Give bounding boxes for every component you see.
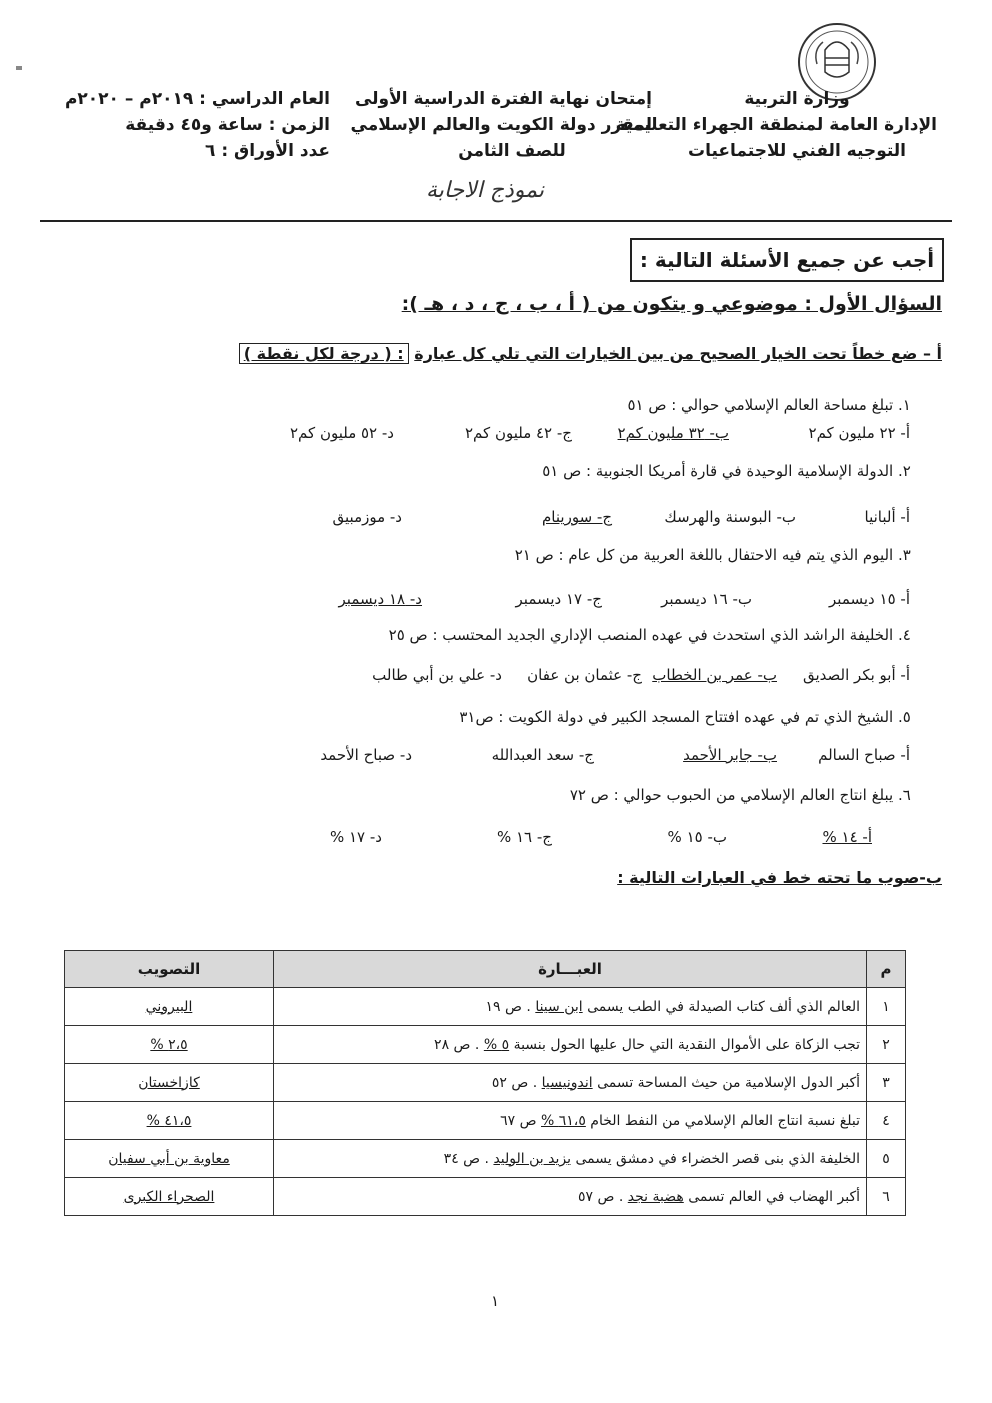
statement-underlined: يزيد بن الوليد: [493, 1150, 571, 1167]
table-row: [65, 1026, 906, 1064]
header-divider: [40, 220, 952, 222]
statement-underlined: ابن سينا: [535, 998, 583, 1015]
statement-ref: ص ٦٧: [500, 1112, 541, 1129]
option: ب- ١٥ %: [667, 828, 727, 846]
instructions-box: أجب عن جميع الأسئلة التالية :: [630, 238, 944, 282]
header-exam: [350, 86, 652, 164]
statement-text: تبلغ نسبة انتاج العالم الإسلامي من النفط الخام: [585, 1112, 860, 1129]
question-text: يبلغ انتاج العالم الإسلامي من الحبوب حوالي : ص ٧٢: [569, 786, 894, 804]
question-item: [389, 626, 924, 644]
option: ج- سعد العبدالله: [491, 746, 594, 764]
section-a-title: [239, 343, 942, 364]
header-mid-line: إمتحان نهاية الفترة الدراسية الأولى: [354, 89, 652, 109]
option: ج- ١٦ %: [496, 828, 552, 846]
header-left-line: عدد الأوراق : ٦: [205, 141, 330, 161]
question-text: الشيخ الذي تم في عهده افتتاح المسجد الكبير في دولة الكويت : ص٣١: [459, 708, 894, 726]
option: ج- عثمان بن عفان: [527, 666, 642, 684]
header-right-line: وزارة التربية: [744, 89, 850, 109]
table-row: [65, 1064, 906, 1102]
row-statement: [274, 1140, 867, 1178]
option: أ- صباح السالم: [818, 746, 910, 764]
option: د- ٥٢ مليون كم٢: [289, 424, 394, 442]
statement-text: أكبر الهضاب في العالم تسمى: [683, 1188, 860, 1205]
header-right-line: الإدارة العامة لمنطقة الجهراء التعليمية: [615, 115, 937, 135]
row-correction: معاوية بن أبي سفيان: [65, 1140, 274, 1178]
option-correct: ب- عمر بن الخطاب: [652, 666, 777, 684]
col-header-statement: العبـــارة: [274, 951, 867, 988]
row-number: ٥: [867, 1140, 906, 1178]
option: د- موزمبيق: [332, 508, 402, 526]
header-info: [64, 86, 330, 164]
row-number: ٣: [867, 1064, 906, 1102]
question-text: الخليفة الراشد الذي استحدث في عهده المنصب الإداري الجديد المحتسب : ص ٢٥: [388, 626, 894, 644]
question-item: [570, 786, 924, 804]
section-a-text: أ – ضع خطاً تحت الخيار الصحيح من بين الخيارات التي تلي كل عبارة: [414, 344, 942, 363]
option: ج- ١٧ ديسمبر: [515, 590, 602, 608]
question-text: اليوم الذي يتم فيه الاحتفال باللغة العربية من كل عام : ص ٢١: [514, 546, 894, 564]
question-number: ٥.: [898, 708, 911, 726]
statement-text: الخليفة الذي بنى قصر الخضراء في دمشق يسمى: [571, 1150, 860, 1167]
header-mid-line: لمقرر دولة الكويت والعالم الإسلامي: [350, 115, 652, 135]
option: أ- ألبانيا: [864, 508, 910, 526]
option-correct: ج- سورينام: [542, 508, 612, 526]
statement-text: تجب الزكاة على الأموال النقدية التي حال عليها الحول بنسبة: [509, 1036, 860, 1053]
option: أ- أبو بكر الصديق: [802, 666, 910, 684]
row-correction: الصحراء الكبرى: [65, 1178, 274, 1216]
model-answer-title: نموذج الاجابة: [425, 178, 545, 203]
question-item: [515, 546, 924, 564]
question-number: ١.: [898, 396, 911, 414]
header-left-line: الزمن : ساعة و٤٥ دقيقة: [125, 115, 330, 135]
row-statement: [274, 988, 867, 1026]
option: أ- ٢٢ مليون كم٢: [808, 424, 910, 442]
row-statement: [274, 1102, 867, 1140]
option-correct: ب- ٣٢ مليون كم٢: [617, 424, 729, 442]
scan-speck: [16, 66, 22, 70]
question-number: ٣.: [898, 546, 911, 564]
row-number: ٢: [867, 1026, 906, 1064]
header-mid-line: للصف الثامن: [458, 141, 566, 161]
row-correction: ٢،٥ %: [65, 1026, 274, 1064]
row-correction: البيروني: [65, 988, 274, 1026]
option: أ- ١٥ ديسمبر: [829, 590, 910, 608]
statement-ref: . ص ٥٧: [578, 1188, 628, 1205]
option-correct: د- ١٨ ديسمبر: [338, 590, 422, 608]
row-statement: [274, 1064, 867, 1102]
row-number: ١: [867, 988, 906, 1026]
table-row: [65, 1102, 906, 1140]
option: ب- البوسنة والهرسك: [664, 508, 796, 526]
statement-ref: . ص ٣٤: [443, 1150, 494, 1167]
option: ج- ٤٢ مليون كم٢: [464, 424, 572, 442]
section-a-note: : ( درجة لكل نقطة ): [239, 343, 409, 364]
statement-underlined: ٥ %: [483, 1036, 510, 1053]
header-right-line: التوجيه الفني للاجتماعيات: [687, 141, 906, 161]
question-item: [627, 396, 924, 414]
correction-table: [64, 950, 906, 1216]
statement-ref: . ص ٥٢: [491, 1074, 542, 1091]
option: د- علي بن أبي طالب: [372, 666, 502, 684]
statement-underlined: اندونيسيا: [541, 1074, 593, 1091]
table-header-row: [65, 951, 906, 988]
header-ministry: [615, 86, 937, 164]
header-left-line: العام الدراسي : ٢٠١٩م – ٢٠٢٠م: [64, 89, 330, 109]
col-header-num: م: [867, 951, 906, 988]
option: د- صباح الأحمد: [320, 746, 412, 764]
statement-text: العالم الذي ألف كتاب الصيدلة في الطب يسمى: [582, 998, 860, 1015]
row-correction: كازاخستان: [65, 1064, 274, 1102]
row-number: ٦: [867, 1178, 906, 1216]
question-item: [459, 708, 924, 726]
question-number: ٢.: [898, 462, 911, 480]
row-number: ٤: [867, 1102, 906, 1140]
question-item: [542, 462, 924, 480]
question-text: تبلغ مساحة العالم الإسلامي حوالي : ص ٥١: [627, 396, 894, 414]
section-a-note-box: [239, 344, 409, 363]
section-b-title: ب-صوب ما تحته خط في العبارات التالية :: [617, 868, 942, 887]
table-row: [65, 988, 906, 1026]
page-number: ١: [490, 1292, 500, 1310]
option: ب- ١٦ ديسمبر: [661, 590, 752, 608]
col-header-correction: التصويب: [65, 951, 274, 988]
statement-underlined: ٦١،٥ %: [541, 1112, 586, 1129]
row-statement: [274, 1026, 867, 1064]
statement-underlined: هضبة نجد: [627, 1188, 684, 1205]
statement-text: أكبر الدول الإسلامية من حيث المساحة تسمى: [592, 1074, 860, 1091]
row-correction: ٤١،٥ %: [65, 1102, 274, 1140]
statement-ref: . ص ٢٨: [434, 1036, 484, 1053]
question1-title: السؤال الأول : موضوعي و يتكون من ( أ ، ب ، ج ، د ، هـ ):: [401, 293, 942, 315]
option-correct: أ- ١٤ %: [822, 828, 872, 846]
question-number: ٤.: [898, 626, 911, 644]
row-statement: [274, 1178, 867, 1216]
question-text: الدولة الإسلامية الوحيدة في قارة أمريكا الجنوبية : ص ٥١: [542, 462, 894, 480]
statement-ref: . ص ١٩: [485, 998, 536, 1015]
option-correct: ب- جابر الأحمد: [683, 746, 777, 764]
table-row: [65, 1178, 906, 1216]
question-number: ٦.: [898, 786, 911, 804]
table-row: [65, 1140, 906, 1178]
option: د- ١٧ %: [329, 828, 382, 846]
